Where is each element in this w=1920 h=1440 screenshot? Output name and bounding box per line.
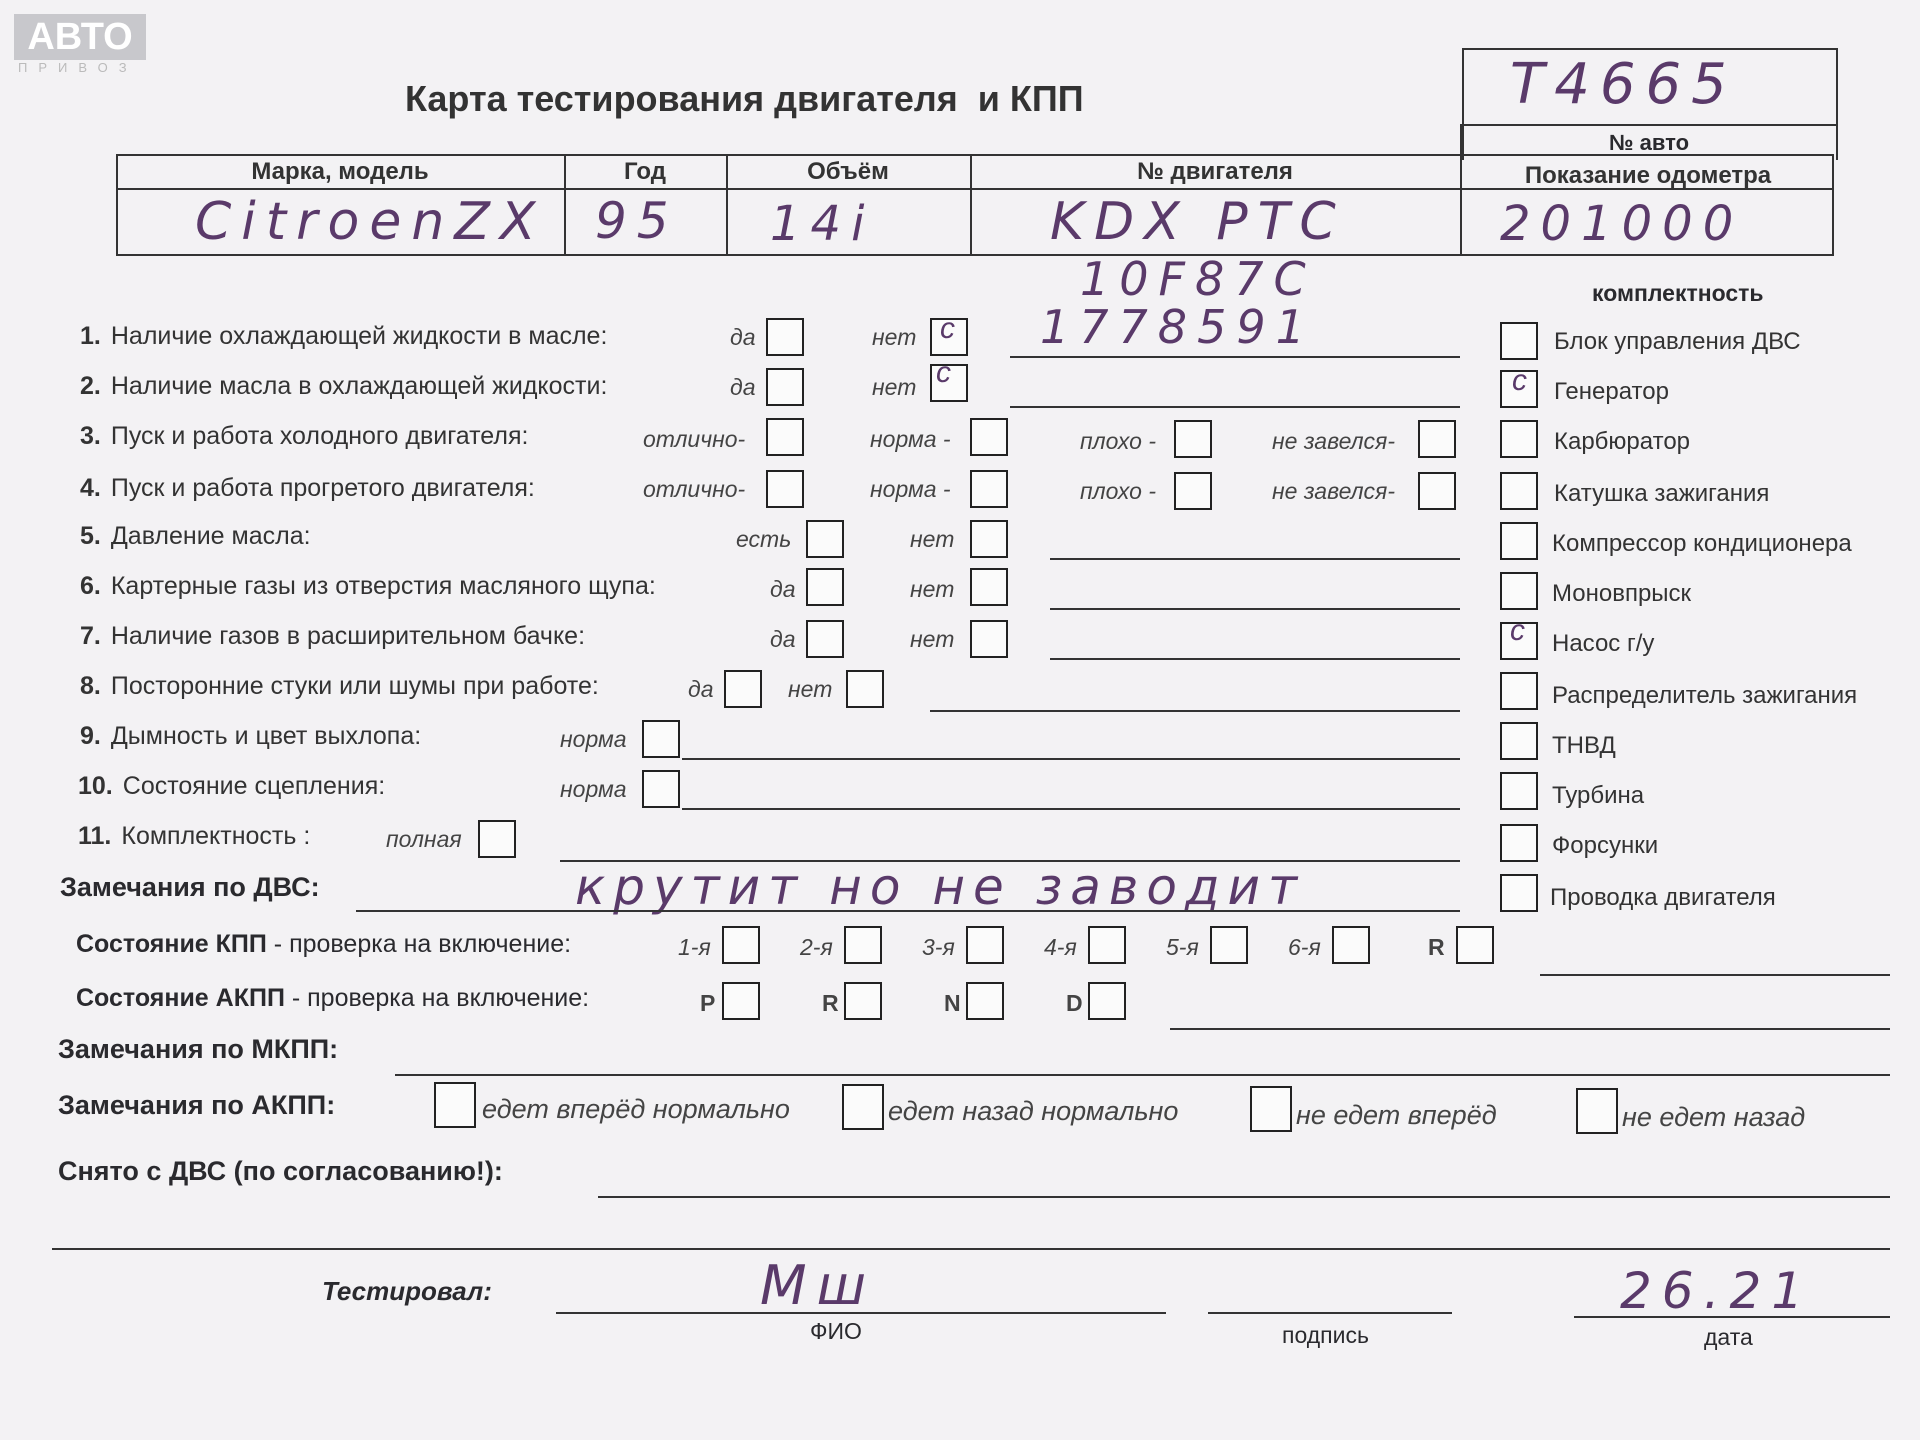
q3-excellent-label: отлично- bbox=[643, 426, 746, 452]
kit-checkbox-11[interactable] bbox=[1500, 824, 1538, 862]
question-7: 7. Наличие газов в расширительном бачке: bbox=[80, 622, 586, 650]
akpp-d-label: D bbox=[1066, 990, 1083, 1016]
akpp-back-ok-label: едет назад нормально bbox=[888, 1096, 1179, 1126]
date-label: дата bbox=[1704, 1324, 1753, 1350]
kpp-gear-6-label: 6-я bbox=[1288, 934, 1321, 960]
q3-normal-label: норма - bbox=[870, 426, 951, 452]
q4-normal-checkbox[interactable] bbox=[970, 470, 1008, 508]
engine-remarks-value: крутит но не заводит bbox=[575, 858, 1306, 916]
kpp-gear-r-checkbox[interactable] bbox=[1456, 926, 1494, 964]
val-odometer: 201000 bbox=[1500, 196, 1744, 252]
q1-yes-checkbox[interactable] bbox=[766, 318, 804, 356]
q10-norm-label: норма bbox=[560, 776, 627, 802]
logo-main: АВТО bbox=[14, 14, 146, 60]
kit-checkbox-5[interactable] bbox=[1500, 522, 1538, 560]
kit-mark-7: c bbox=[1510, 614, 1525, 647]
q1-no-mark: c bbox=[940, 312, 955, 345]
kpp-gear-6-checkbox[interactable] bbox=[1332, 926, 1370, 964]
q10-norm-checkbox[interactable] bbox=[642, 770, 680, 808]
kit-checkbox-6[interactable] bbox=[1500, 572, 1538, 610]
q6-no-checkbox[interactable] bbox=[970, 568, 1008, 606]
akpp-back-ok-checkbox[interactable] bbox=[842, 1084, 884, 1130]
page-title: Карта тестирования двигателя и КПП bbox=[405, 78, 1084, 119]
kit-item-10: Турбина bbox=[1552, 782, 1645, 809]
q2-no-label: нет bbox=[872, 374, 917, 400]
tested-label: Тестировал: bbox=[322, 1276, 492, 1306]
kpp-gear-2-label: 2-я bbox=[800, 934, 833, 960]
logo-sub: ПРИВОЗ bbox=[18, 60, 138, 75]
q7-yes-label: да bbox=[770, 626, 796, 652]
kit-item-1: Блок управления ДВС bbox=[1554, 328, 1801, 355]
akpp-no-forward-label: не едет вперёд bbox=[1296, 1100, 1497, 1130]
q7-no-label: нет bbox=[910, 626, 955, 652]
kpp-gear-1-checkbox[interactable] bbox=[722, 926, 760, 964]
kit-checkbox-1[interactable] bbox=[1500, 322, 1538, 360]
mkpp-remarks-label: Замечания по МКПП: bbox=[58, 1034, 339, 1064]
q9-norm-label: норма bbox=[560, 726, 627, 752]
question-1: 1. Наличие охлаждающей жидкости в масле: bbox=[80, 322, 608, 350]
val-model: CitroenZX bbox=[195, 192, 546, 252]
q6-yes-label: да bbox=[770, 576, 796, 602]
q3-normal-checkbox[interactable] bbox=[970, 418, 1008, 456]
kit-item-9: ТНВД bbox=[1552, 732, 1616, 759]
akpp-remarks-label: Замечания по АКПП: bbox=[58, 1090, 336, 1120]
kit-checkbox-10[interactable] bbox=[1500, 772, 1538, 810]
q3-bad-checkbox[interactable] bbox=[1174, 420, 1212, 458]
auto-number-value: T4665 bbox=[1510, 52, 1737, 117]
question-9: 9. Дымность и цвет выхлопа: bbox=[80, 722, 422, 750]
kit-checkbox-9[interactable] bbox=[1500, 722, 1538, 760]
q4-excellent-label: отлично- bbox=[643, 476, 746, 502]
kit-item-3: Карбюратор bbox=[1554, 428, 1691, 455]
col-volume: Объём bbox=[807, 158, 889, 185]
q9-norm-checkbox[interactable] bbox=[642, 720, 680, 758]
tester-signature: Мш bbox=[760, 1254, 877, 1317]
kit-item-12: Проводка двигателя bbox=[1550, 884, 1776, 911]
question-4: 4. Пуск и работа прогретого двигателя: bbox=[80, 474, 535, 502]
kpp-gear-3-label: 3-я bbox=[922, 934, 955, 960]
akpp-label: Состояние АКПП - проверка на включение: bbox=[76, 984, 590, 1012]
question-8: 8. Посторонние стуки или шумы при работе: bbox=[80, 672, 599, 700]
kit-item-8: Распределитель зажигания bbox=[1552, 682, 1858, 709]
question-5: 5. Давление масла: bbox=[80, 522, 311, 550]
col-engine-no: № двигателя bbox=[1137, 158, 1293, 185]
question-3: 3. Пуск и работа холодного двигателя: bbox=[80, 422, 529, 450]
akpp-p-checkbox[interactable] bbox=[722, 982, 760, 1020]
q5-yes-checkbox[interactable] bbox=[806, 520, 844, 558]
q5-no-label: нет bbox=[910, 526, 955, 552]
val-volume: 14i bbox=[770, 196, 875, 252]
kit-checkbox-3[interactable] bbox=[1500, 420, 1538, 458]
akpp-no-back-label: не едет назад bbox=[1622, 1102, 1806, 1132]
kpp-gear-r-label: R bbox=[1428, 934, 1445, 960]
q7-yes-checkbox[interactable] bbox=[806, 620, 844, 658]
akpp-no-back-checkbox[interactable] bbox=[1576, 1088, 1618, 1134]
kit-item-2: Генератор bbox=[1554, 378, 1669, 405]
akpp-r-checkbox[interactable] bbox=[844, 982, 882, 1020]
q8-yes-label: да bbox=[688, 676, 714, 702]
kpp-gear-4-label: 4-я bbox=[1044, 934, 1077, 960]
kpp-gear-5-checkbox[interactable] bbox=[1210, 926, 1248, 964]
q4-nostart-label: не завелся- bbox=[1272, 478, 1396, 504]
question-2: 2. Наличие масла в охлаждающей жидкости: bbox=[80, 372, 608, 400]
col-model: Марка, модель bbox=[251, 158, 429, 185]
engine-remarks-label: Замечания по ДВС: bbox=[60, 872, 320, 902]
akpp-forward-ok-checkbox[interactable] bbox=[434, 1082, 476, 1128]
akpp-n-checkbox[interactable] bbox=[966, 982, 1004, 1020]
auto-number-label: № авто bbox=[1608, 130, 1690, 155]
logo bbox=[14, 14, 154, 84]
akpp-d-checkbox[interactable] bbox=[1088, 982, 1126, 1020]
removed-label: Снято с ДВС (по согласованию!): bbox=[58, 1156, 503, 1186]
q1-no-label: нет bbox=[872, 324, 917, 350]
q8-yes-checkbox[interactable] bbox=[724, 670, 762, 708]
question-11: 11. Комплектность : bbox=[78, 822, 311, 850]
q7-no-checkbox[interactable] bbox=[970, 620, 1008, 658]
akpp-no-forward-checkbox[interactable] bbox=[1250, 1086, 1292, 1132]
fio-label: ФИО bbox=[810, 1318, 862, 1344]
q3-excellent-checkbox[interactable] bbox=[766, 418, 804, 456]
akpp-p-label: P bbox=[700, 990, 716, 1016]
q4-bad-label: плохо - bbox=[1080, 478, 1156, 504]
q6-no-label: нет bbox=[910, 576, 955, 602]
q5-no-checkbox[interactable] bbox=[970, 520, 1008, 558]
akpp-r-label: R bbox=[822, 990, 839, 1016]
kit-title: комплектность bbox=[1592, 280, 1764, 306]
q4-normal-label: норма - bbox=[870, 476, 951, 502]
kit-item-4: Катушка зажигания bbox=[1554, 480, 1770, 507]
kpp-gear-1-label: 1-я bbox=[678, 934, 711, 960]
kpp-label: Состояние КПП - проверка на включение: bbox=[76, 930, 572, 958]
question-6: 6. Картерные газы из отверстия масляного щупа: bbox=[80, 572, 656, 600]
kit-item-11: Форсунки bbox=[1552, 832, 1659, 859]
q11-full-checkbox[interactable] bbox=[478, 820, 516, 858]
q4-excellent-checkbox[interactable] bbox=[766, 470, 804, 508]
val-year: 95 bbox=[595, 192, 679, 250]
test-date: 26.21 bbox=[1620, 1262, 1814, 1320]
q3-nostart-checkbox[interactable] bbox=[1418, 420, 1456, 458]
q8-no-label: нет bbox=[788, 676, 833, 702]
col-odometer: Показание одометра bbox=[1524, 162, 1772, 189]
kit-checkbox-8[interactable] bbox=[1500, 672, 1538, 710]
q3-nostart-label: не завелся- bbox=[1272, 428, 1396, 454]
akpp-forward-ok-label: едет вперёд нормально bbox=[482, 1094, 790, 1124]
kpp-gear-2-checkbox[interactable] bbox=[844, 926, 882, 964]
q3-bad-label: плохо - bbox=[1080, 428, 1156, 454]
kit-checkbox-12[interactable] bbox=[1500, 874, 1538, 912]
kit-item-7: Насос г/у bbox=[1552, 630, 1655, 657]
q4-bad-checkbox[interactable] bbox=[1174, 472, 1212, 510]
kit-mark-2: c bbox=[1512, 364, 1527, 397]
signature-label: подпись bbox=[1282, 1322, 1369, 1348]
kpp-gear-4-checkbox[interactable] bbox=[1088, 926, 1126, 964]
kit-checkbox-4[interactable] bbox=[1500, 472, 1538, 510]
q5-yes-label: есть bbox=[736, 526, 792, 552]
q2-yes-checkbox[interactable] bbox=[766, 368, 804, 406]
akpp-n-label: N bbox=[944, 990, 961, 1016]
engine-extra-2: 1778591 bbox=[1040, 300, 1315, 354]
kit-item-5: Компрессор кондиционера bbox=[1552, 530, 1852, 557]
kit-item-6: Моновпрыск bbox=[1552, 580, 1692, 607]
q2-yes-label: да bbox=[730, 374, 756, 400]
question-10: 10. Состояние сцепления: bbox=[78, 772, 386, 800]
q2-no-mark: c bbox=[936, 356, 951, 389]
engine-extra-1: 10F87C bbox=[1080, 252, 1316, 306]
q1-yes-label: да bbox=[730, 324, 756, 350]
q4-nostart-checkbox[interactable] bbox=[1418, 472, 1456, 510]
q8-no-checkbox[interactable] bbox=[846, 670, 884, 708]
col-year: Год bbox=[624, 158, 666, 185]
kpp-gear-5-label: 5-я bbox=[1166, 934, 1199, 960]
q6-yes-checkbox[interactable] bbox=[806, 568, 844, 606]
q11-full-label: полная bbox=[386, 826, 462, 852]
val-engine-no: KDX PTC bbox=[1050, 192, 1346, 252]
kpp-gear-3-checkbox[interactable] bbox=[966, 926, 1004, 964]
